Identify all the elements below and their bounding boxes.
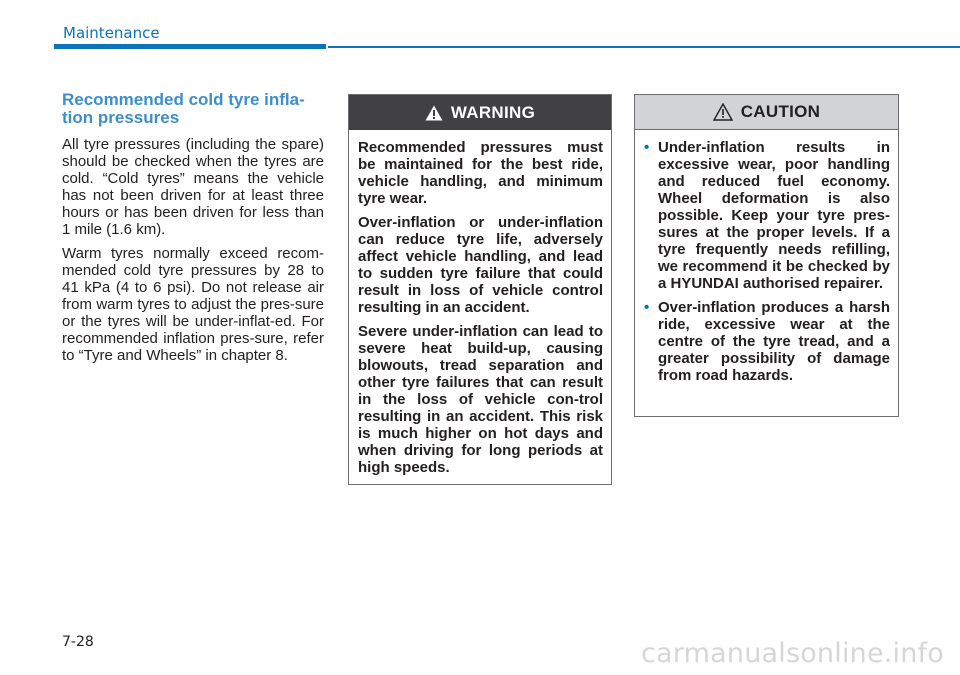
caution-body [635, 130, 898, 384]
header-rule-thick [54, 44, 326, 49]
left-column [62, 91, 324, 370]
bullet-dot-icon: • [644, 299, 650, 316]
caution-triangle-icon [713, 103, 733, 121]
caution-title: CAUTION [740, 102, 821, 121]
caution-bullet-text: Under-inflation results in excessive wear, poor handling and reduced fuel economy. Wheel deformation is also possible. Keep your tyre pres-sures at the proper levels. If a tyre frequently needs refilling, we recommend it be checked by a HYUNDAI authorised repairer. [658, 139, 890, 292]
watermark: carmanualsonline.info [641, 638, 944, 669]
caution-header [635, 95, 898, 130]
caution-bullet-text: Over-inflation produces a harsh ride, excessive wear at the centre of the tyre tread, and a greater possibility of damage from road hazards. [658, 299, 890, 384]
section-header: Maintenance [63, 24, 160, 42]
section-title-line2: tion pressures [62, 108, 180, 127]
warning-paragraph: Over-inflation or under-inflation can reduce tyre life, adversely affect vehicle handling, and lead to sudden tyre failure that could result in loss of vehicle control resulting in an accident. [358, 214, 603, 316]
header-rule-thin [328, 46, 960, 48]
warning-body [349, 130, 611, 476]
warning-header [349, 95, 611, 130]
section-title-line1: Recommended cold tyre infla- [62, 90, 305, 109]
body-paragraph-1: All tyre pressures (including the spare) should be checked when the tyres are cold. “Cold tyres” means the vehicle has not been driven for at least three hours or has been driven for less than 1 mile (1.6 km). [62, 136, 324, 239]
section-title [62, 91, 324, 127]
warning-triangle-icon [425, 105, 443, 121]
caution-bullet-item [644, 299, 890, 384]
caution-bullet-item [644, 139, 890, 292]
page-number: 7-28 [62, 634, 94, 650]
caution-box [634, 94, 899, 417]
warning-title: WARNING [450, 102, 536, 122]
warning-paragraph: Recommended pressures must be maintained for the best ride, vehicle handling, and minimum tyre wear. [358, 139, 603, 207]
warning-paragraph: Severe under-inflation can lead to severe heat build-up, causing blowouts, tread separation and other tyre failures that can result in the loss of vehicle con-trol resulting in an accident. This risk is much higher on hot days and when driving for long periods at high speeds. [358, 323, 603, 476]
bullet-dot-icon: • [644, 139, 650, 156]
body-paragraph-2: Warm tyres normally exceed recom-mended cold tyre pressures by 28 to 41 kPa (4 to 6 psi). Do not release air from warm tyres to adjust the pres-sure or the tyres will be under-inflat-ed. For recommended inflation pres-sure, refer to “Tyre and Wheels” in chapter 8. [62, 244, 324, 365]
warning-box [348, 94, 612, 485]
